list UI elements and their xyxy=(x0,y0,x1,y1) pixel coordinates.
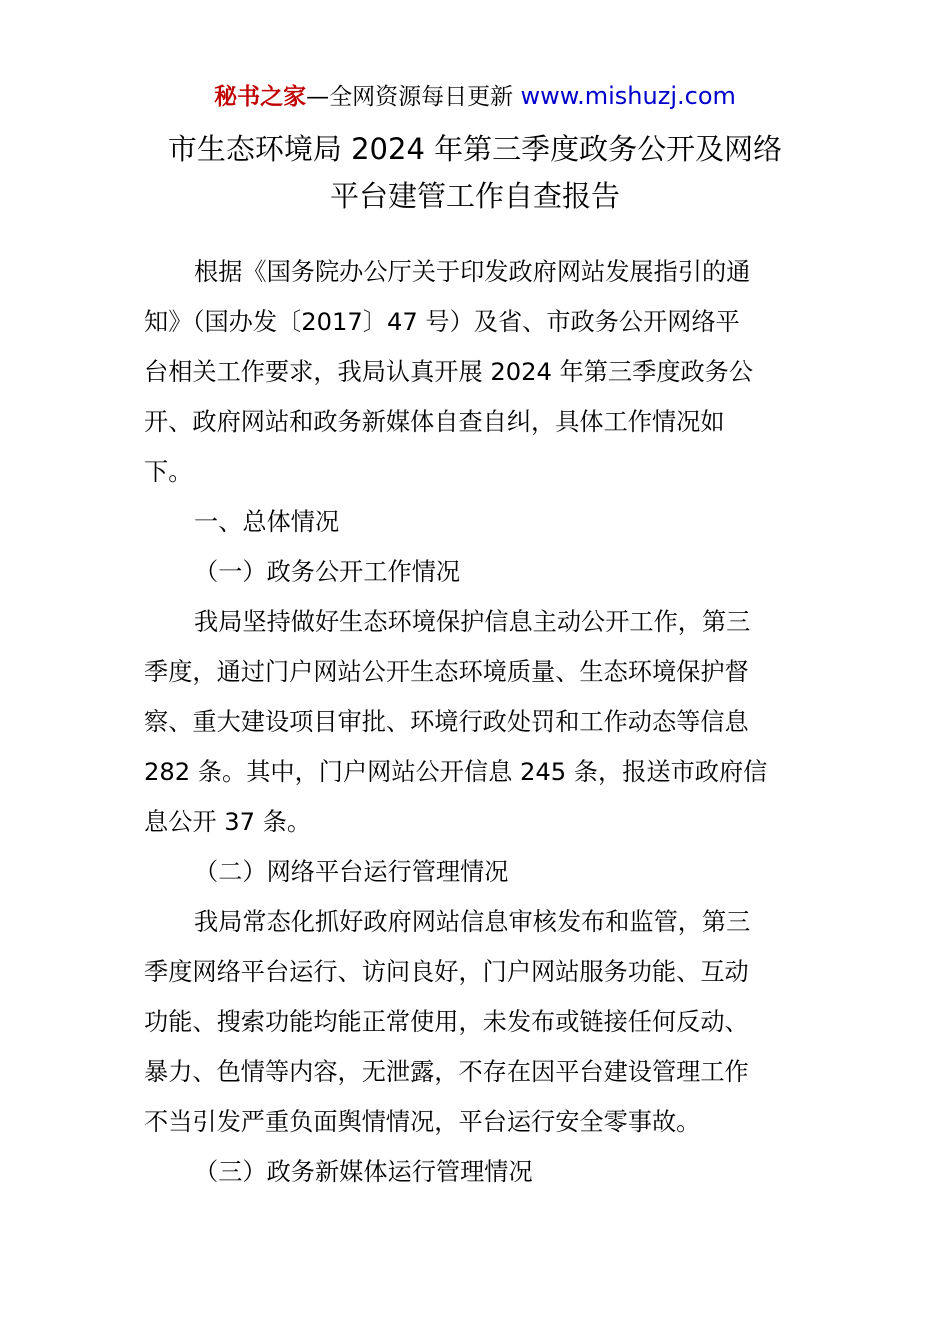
brand-name: 秘书之家 xyxy=(214,84,307,110)
body-line: 不当引发严重负面舆情情况，平台运行安全零事故。 xyxy=(144,1108,701,1136)
subsection-heading: （三）政务新媒体运行管理情况 xyxy=(194,1158,533,1186)
body-line: 根据《国务院办公厅关于印发政府网站发展指引的通 xyxy=(194,258,751,286)
body-line: 台相关工作要求，我局认真开展 2024 年第三季度政务公 xyxy=(144,358,754,386)
body-line: 知》（国办发〔2017〕47 号）及省、市政务公开网络平 xyxy=(144,308,740,336)
body-line: 暴力、色情等内容，无泄露，不存在因平台建设管理工作 xyxy=(144,1058,749,1086)
title-line-1: 市生态环境局 2024 年第三季度政务公开及网络 xyxy=(167,132,783,166)
body-line: 功能、搜索功能均能正常使用，未发布或链接任何反动、 xyxy=(144,1008,749,1036)
subsection-heading: （二）网络平台运行管理情况 xyxy=(194,858,509,886)
document-title xyxy=(0,126,950,220)
site-url-link[interactable]: www.mishuzj.com xyxy=(520,82,736,110)
body-line: 开、政府网站和政务新媒体自查自纠，具体工作情况如 xyxy=(144,408,725,436)
subsection-heading: （一）政务公开工作情况 xyxy=(194,558,461,586)
document-body xyxy=(144,247,806,1197)
site-header xyxy=(0,80,950,113)
body-line: 我局常态化抓好政府网站信息审核发布和监管，第三 xyxy=(194,908,751,936)
body-line: 季度网络平台运行、访问良好，门户网站服务功能、互动 xyxy=(144,958,749,986)
section-heading: 一、总体情况 xyxy=(194,508,340,536)
title-line-2: 平台建管工作自查报告 xyxy=(329,179,620,213)
body-line: 下。 xyxy=(144,458,193,486)
body-line: 282 条。其中，门户网站公开信息 245 条，报送市政府信 xyxy=(144,758,768,786)
header-slogan: 全网资源每日更新 xyxy=(329,84,514,110)
body-line: 我局坚持做好生态环境保护信息主动公开工作，第三 xyxy=(194,608,751,636)
body-line: 季度，通过门户网站公开生态环境质量、生态环境保护督 xyxy=(144,658,749,686)
header-dash: — xyxy=(306,84,330,110)
body-line: 察、重大建设项目审批、环境行政处罚和工作动态等信息 xyxy=(144,708,749,736)
body-line: 息公开 37 条。 xyxy=(144,808,312,836)
